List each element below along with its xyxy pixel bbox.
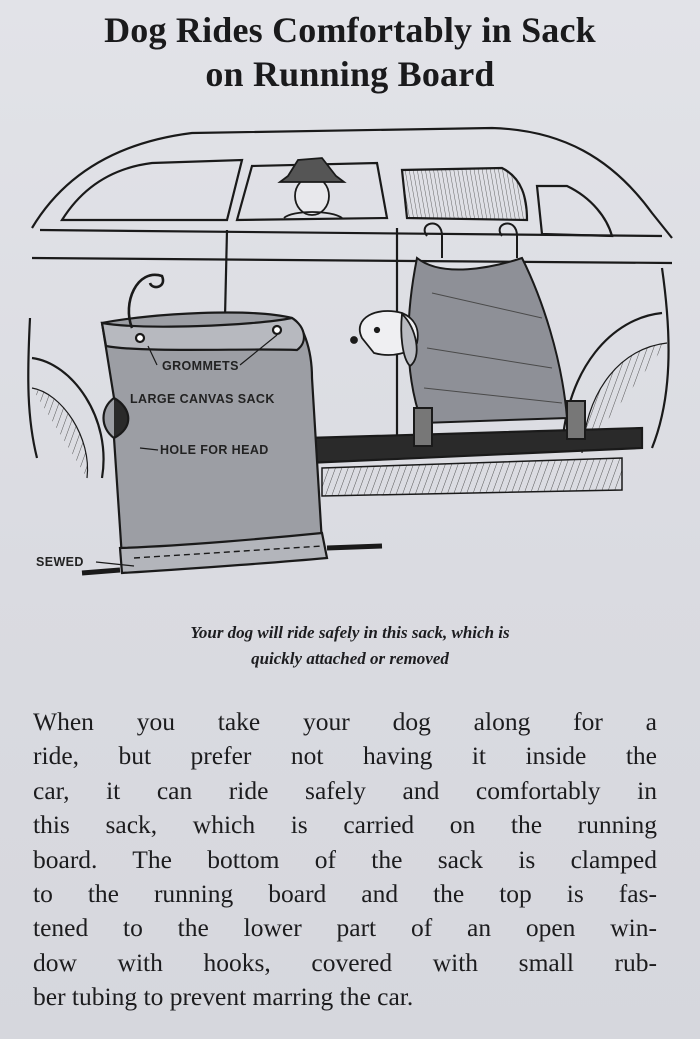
body-line: dow with hooks, covered with small rub- <box>33 947 657 977</box>
headline <box>0 8 700 96</box>
driver-figure <box>280 158 344 218</box>
caption-line-2: quickly attached or removed <box>251 649 449 668</box>
illustration-svg <box>22 118 684 618</box>
body-line: ride, but prefer not having it inside the <box>33 741 657 771</box>
caption-line-1: Your dog will ride safely in this sack, which is <box>190 623 510 642</box>
hanging-sack <box>408 223 585 446</box>
body-line: ber tubing to prevent marring the car. <box>33 982 414 1012</box>
body-line: When you take your dog along for a <box>33 707 657 736</box>
label-hole-for-head: HOLE FOR HEAD <box>160 443 269 457</box>
body-line: to the running board and the top is fas- <box>33 879 657 909</box>
label-sewed: SEWED <box>36 555 84 569</box>
headline-line-1: Dog Rides Comfortably in Sack <box>104 10 596 50</box>
headline-line-2: on Running Board <box>205 54 495 94</box>
body-line: car, it can ride safely and comfortably in <box>33 775 657 805</box>
body-line: this sack, which is carried on the running <box>33 810 657 840</box>
label-large-canvas-sack: LARGE CANVAS SACK <box>130 392 275 406</box>
label-grommets: GROMMETS <box>162 359 239 373</box>
article-body <box>33 705 657 1015</box>
detached-sack <box>82 275 382 573</box>
body-line: board. The bottom of the sack is clamped <box>33 844 657 874</box>
dog-figure <box>351 311 418 366</box>
body-line: tened to the lower part of an open win- <box>33 913 657 943</box>
car-sack-illustration <box>22 118 684 618</box>
illustration-caption <box>30 620 670 672</box>
